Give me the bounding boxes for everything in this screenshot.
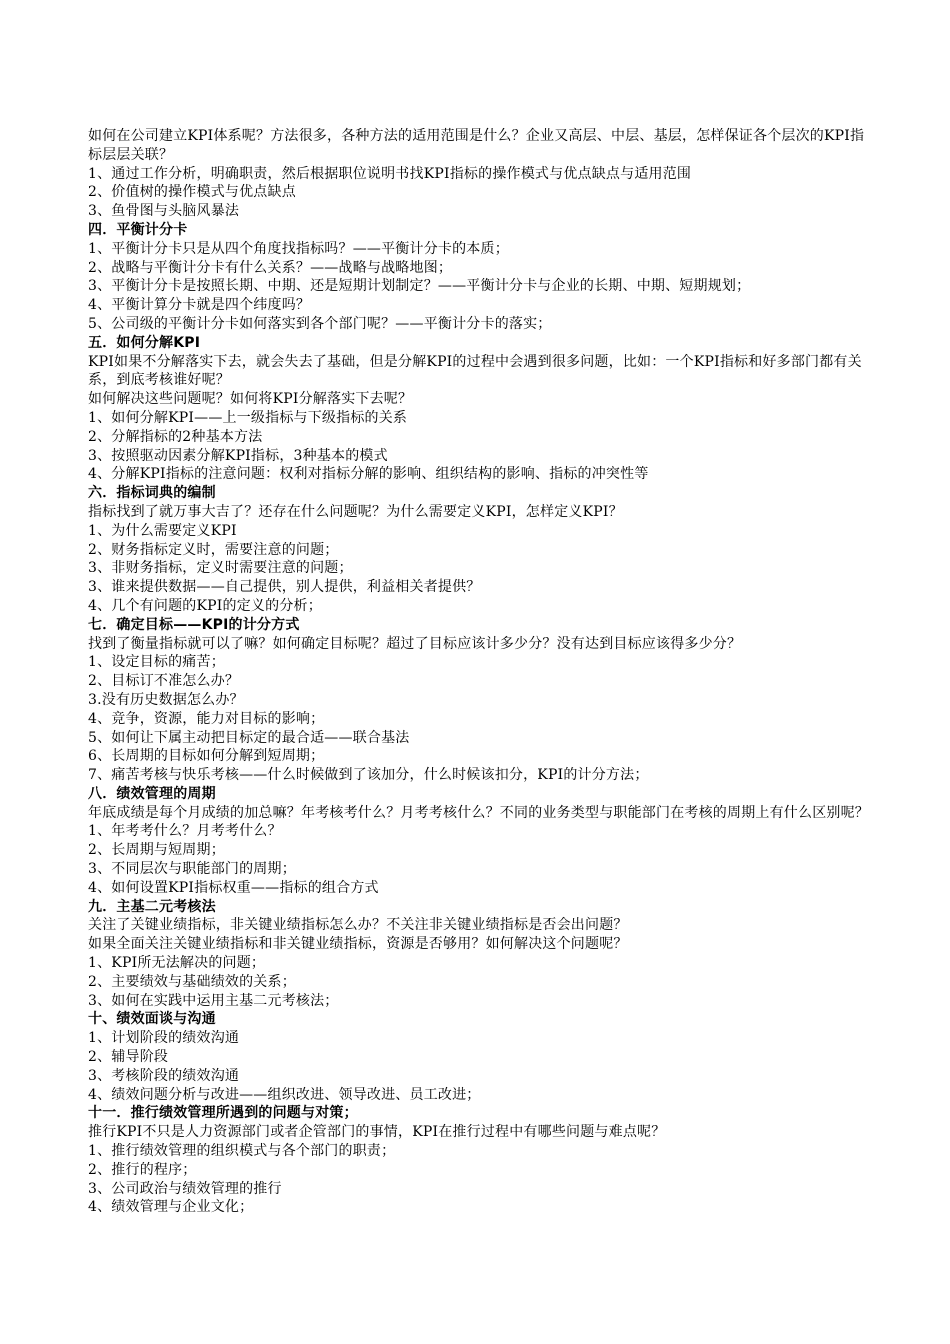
section-line: 1、为什么需要定义KPI	[88, 522, 237, 539]
section-line: 4、平衡计算分卡就是四个纬度吗？	[88, 297, 311, 314]
section-performance-interview	[88, 1010, 878, 1104]
section-line: 3.没有历史数据怎么办？	[88, 691, 244, 708]
section-line: 2、长周期与短周期；	[88, 842, 225, 859]
section-line: 1、设定目标的痛苦；	[88, 654, 225, 671]
section-line: 3、谁来提供数据——自己提供，别人提供，利益相关者提供？	[88, 579, 481, 596]
section-line: 4、如何设置KPI指标权重——指标的组合方式	[88, 879, 379, 896]
section-line: 1、计划阶段的绩效沟通	[88, 1030, 240, 1047]
intro-paragraph: 如何在公司建立KPI体系呢？方法很多，各种方法的适用范围是什么？企业又高层、中层、基层，怎样保证各个层次的KPI指标层层关联？	[88, 128, 865, 163]
section-line: 3、平衡计分卡是按照长期、中期、还是短期计划制定？——平衡计分卡与企业的长期、中期、短期规划；	[88, 278, 751, 295]
section-line: 2、分解指标的2种基本方法	[88, 428, 263, 445]
section-line: 4、竞争，资源，能力对目标的影响；	[88, 710, 325, 727]
section-line: 4、绩效管理与企业文化；	[88, 1199, 254, 1216]
section-line: 如果全面关注关键业绩指标和非关键业绩指标，资源是否够用？如何解决这个问题呢？	[88, 936, 628, 953]
intro-item: 3、鱼骨图与头脑风暴法	[88, 203, 240, 220]
section-heading: 八．绩效管理的周期	[88, 785, 216, 802]
section-line: 1、如何分解KPI——上一级指标与下级指标的关系	[88, 409, 408, 426]
section-line: 如何解决这些问题呢？如何将KPI分解落实下去呢？	[88, 391, 413, 408]
section-heading: 五．如何分解KPI	[88, 334, 201, 351]
section-line: 4、分解KPI指标的注意问题：权利对指标分解的影响、组织结构的影响、指标的冲突性等	[88, 466, 649, 483]
section-line: 7、痛苦考核与快乐考核——什么时候做到了该加分，什么时候该扣分，KPI的计分方法；	[88, 767, 649, 784]
intro-block	[88, 127, 878, 221]
section-heading: 六．指标词典的编制	[88, 485, 216, 502]
section-heading: 七．确定目标——KPI的计分方式	[88, 616, 300, 633]
section-line: 4、绩效问题分析与改进——组织改进、领导改进、员工改进；	[88, 1086, 481, 1103]
section-targets-scoring	[88, 616, 878, 785]
section-indicator-dictionary	[88, 484, 878, 616]
section-line: 5、公司级的平衡计分卡如何落实到各个部门呢？——平衡计分卡的落实；	[88, 315, 552, 332]
intro-item: 2、价值树的操作模式与优点缺点	[88, 184, 296, 201]
section-dual-assessment	[88, 898, 878, 1011]
section-line: KPI如果不分解落实下去，就会失去了基础，但是分解KPI的过程中会遇到很多问题，比如：一个KPI指标和好多部门都有关系，到底考核谁好呢？	[88, 353, 862, 389]
section-heading: 十、绩效面谈与沟通	[88, 1011, 216, 1028]
section-line: 找到了衡量指标就可以了嘛？如何确定目标呢？超过了目标应该计多少分？没有达到目标应该得多少分？	[88, 635, 742, 652]
section-implementation-issues	[88, 1104, 878, 1217]
section-decompose-kpi	[88, 334, 878, 484]
document-page	[88, 127, 878, 1217]
section-line: 1、KPI所无法解决的问题；	[88, 955, 266, 972]
section-line: 年底成绩是每个月成绩的加总嘛？年考核考什么？月考考核什么？不同的业务类型与职能部门在考核的周期上有什么区别呢？	[88, 804, 869, 821]
section-line: 1、年考考什么？月考考什么？	[88, 823, 282, 840]
section-line: 5、如何让下属主动把目标定的最合适——联合基法	[88, 729, 410, 746]
section-line: 3、考核阶段的绩效沟通	[88, 1067, 240, 1084]
section-line: 3、非财务指标，定义时需要注意的问题；	[88, 560, 353, 577]
section-line: 3、如何在实践中运用主基二元考核法；	[88, 992, 339, 1009]
section-line: 1、推行绩效管理的组织模式与各个部门的职责；	[88, 1143, 396, 1160]
section-balanced-scorecard	[88, 221, 878, 334]
section-line: 3、不同层次与职能部门的周期；	[88, 861, 296, 878]
section-line: 3、公司政治与绩效管理的推行	[88, 1180, 282, 1197]
section-line: 3、按照驱动因素分解KPI指标，3种基本的模式	[88, 447, 388, 464]
section-line: 6、长周期的目标如何分解到短周期；	[88, 748, 325, 765]
section-line: 关注了关键业绩指标，非关键业绩指标怎么办？不关注非关键业绩指标是否会出问题？	[88, 917, 628, 934]
section-heading: 九．主基二元考核法	[88, 898, 216, 915]
section-line: 2、推行的程序；	[88, 1161, 197, 1178]
section-line: 2、目标订不准怎么办？	[88, 673, 240, 690]
intro-item: 1、通过工作分析，明确职责，然后根据职位说明书找KPI指标的操作模式与优点缺点与适用范围	[88, 165, 692, 182]
section-line: 2、辅导阶段	[88, 1049, 169, 1066]
section-heading: 四．平衡计分卡	[88, 221, 188, 238]
section-line: 指标找到了就万事大吉了？还存在什么问题呢？为什么需要定义KPI，怎样定义KPI？	[88, 503, 623, 520]
section-line: 推行KPI不只是人力资源部门或者企管部门的事情，KPI在推行过程中有哪些问题与难点呢？	[88, 1124, 666, 1141]
section-line: 2、战略与平衡计分卡有什么关系？——战略与战略地图；	[88, 259, 453, 276]
section-line: 4、几个有问题的KPI的定义的分析；	[88, 597, 322, 614]
section-line: 2、财务指标定义时，需要注意的问题；	[88, 541, 339, 558]
section-performance-cycle	[88, 785, 878, 898]
section-line: 1、平衡计分卡只是从四个角度找指标吗？——平衡计分卡的本质；	[88, 240, 509, 257]
section-line: 2、主要绩效与基础绩效的关系；	[88, 973, 296, 990]
section-heading: 十一．推行绩效管理所遇到的问题与对策；	[88, 1105, 358, 1122]
